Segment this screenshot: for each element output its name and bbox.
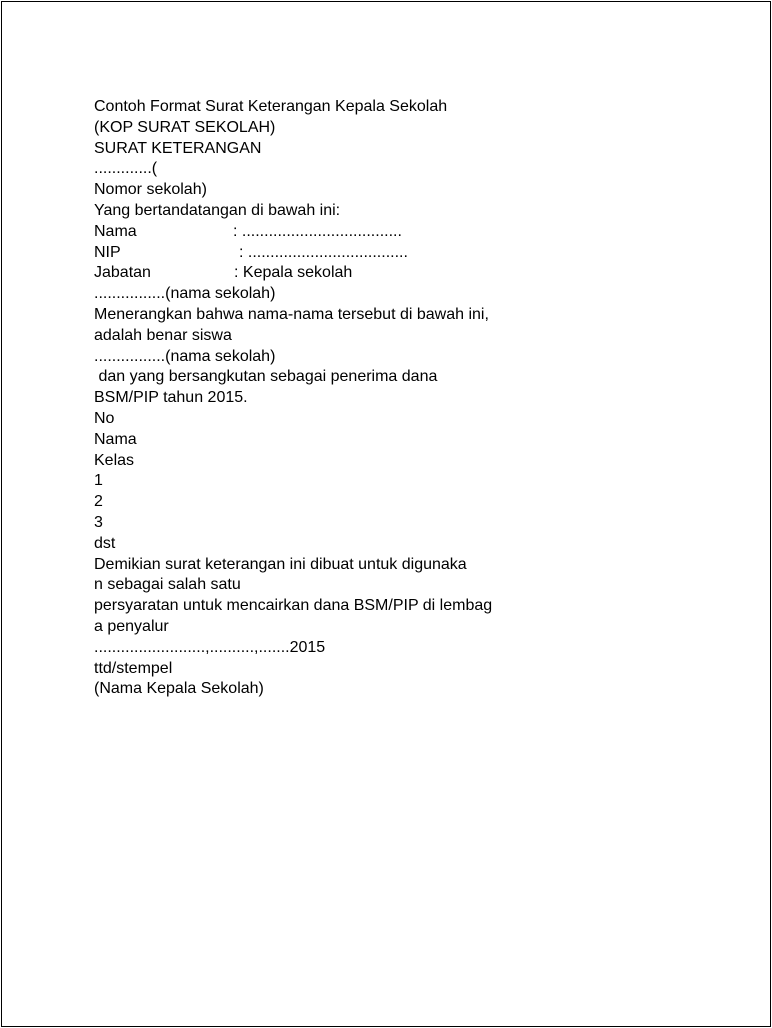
table-header-nama: Nama	[94, 430, 137, 448]
letter-body	[94, 97, 574, 700]
letter-heading: SURAT KETERANGAN	[94, 139, 262, 157]
number-dots: .............(	[94, 160, 158, 178]
date-line: .........................,..........,.......2015	[94, 638, 326, 656]
closing-text-4: a penyalur	[94, 617, 169, 635]
body-text-4: BSM/PIP tahun 2015.	[94, 389, 248, 407]
field-label-nama: Nama	[94, 222, 137, 240]
body-text-3: dan yang bersangkutan sebagai penerima dana	[94, 368, 438, 386]
table-row: 2	[94, 493, 103, 511]
intro-text: Yang bertandatangan di bawah ini:	[94, 201, 341, 219]
field-label-nip: NIP	[94, 243, 121, 261]
field-label-jabatan: Jabatan	[94, 264, 151, 282]
school-name-line-2: ................(nama sekolah)	[94, 347, 276, 365]
closing-text-2: n sebagai salah satu	[94, 576, 241, 594]
field-value-jabatan: : Kepala sekolah	[234, 264, 353, 282]
table-row: 1	[94, 472, 103, 490]
school-number: Nomor sekolah)	[94, 181, 207, 199]
table-header-no: No	[94, 409, 115, 427]
table-row: 3	[94, 513, 103, 531]
table-row: dst	[94, 534, 116, 552]
signature-stamp: ttd/stempel	[94, 659, 173, 677]
closing-text-3: persyaratan untuk mencairkan dana BSM/PIP di lembag	[94, 597, 493, 615]
school-name-line-1: ................(nama sekolah)	[94, 285, 276, 303]
field-row-nip	[94, 243, 574, 264]
document-title: Contoh Format Surat Keterangan Kepala Sekolah	[94, 98, 448, 115]
field-value-nip: : ....................................	[239, 243, 408, 261]
field-value-nama: : ....................................	[233, 222, 402, 240]
body-text-1: Menerangkan bahwa nama-nama tersebut di bawah ini,	[94, 305, 489, 323]
body-text-2: adalah benar siswa	[94, 326, 232, 344]
closing-text-1: Demikian surat keterangan ini dibuat untuk digunaka	[94, 555, 467, 573]
field-row-jabatan	[94, 263, 574, 284]
principal-name: (Nama Kepala Sekolah)	[94, 680, 264, 698]
letterhead-placeholder: (KOP SURAT SEKOLAH)	[94, 118, 276, 136]
field-row-nama	[94, 222, 574, 243]
document-page	[1, 1, 771, 1027]
table-header-kelas: Kelas	[94, 451, 135, 469]
